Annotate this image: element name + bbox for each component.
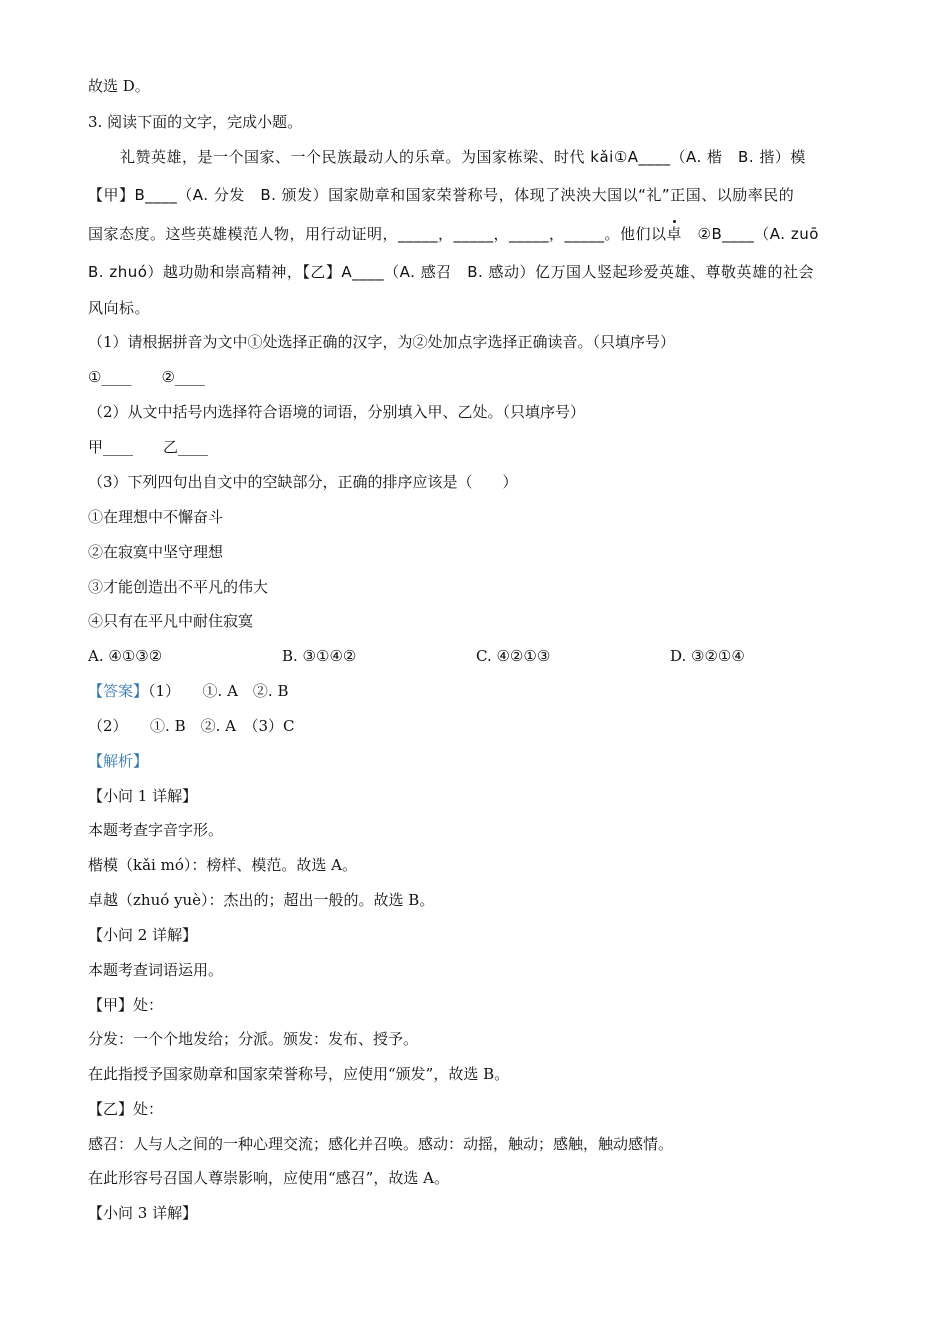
explanation-line: 分发：一个个地发给；分派。颁发：发布、授予。 (88, 1030, 419, 1048)
subquestion-2: （2）从文中括号内选择符合语境的词语，分别填入甲、乙处。（只填序号） (88, 403, 586, 421)
answer-tag: 【答案】 (88, 682, 149, 700)
analysis-tag: 【解析】 (88, 752, 149, 770)
dotted-character: 卓 (666, 225, 683, 243)
option-d: D. ③②①④ (670, 647, 745, 665)
passage-line-1: 礼赞英雄，是一个国家、一个民族最动人的乐章。为国家栋梁、时代 kǎi①A____（A. 楷 B. 揩）模 (120, 148, 806, 166)
prev-answer-line: 故选 D。 (88, 77, 150, 95)
passage-line-3-text: 国家态度。这些英雄模范人物，用行动证明，_____，_____，_____，_____。他们以 (88, 225, 667, 243)
detail-heading-2: 【小问 2 详解】 (88, 926, 198, 944)
passage-line-2: 【甲】B____（A. 分发 B. 颁发）国家勋章和国家荣誉称号，体现了泱泱大国以“礼”正国、以励率民的 (88, 186, 795, 204)
detail-heading-1: 【小问 1 详解】 (88, 787, 198, 805)
sentence-4: ④只有在平凡中耐住寂寞 (88, 612, 254, 630)
subquestion-3: （3）下列四句出自文中的空缺部分，正确的排序应该是（ ） (88, 473, 518, 491)
sentence-2: ②在寂寞中坚守理想 (88, 543, 224, 561)
passage-line-3-option: ②B____（A. zuō (697, 225, 819, 243)
question-3-heading: 3. 阅读下面的文字，完成小题。 (88, 113, 303, 131)
subquestion-1-blanks: ①____ ②____ (88, 368, 205, 386)
explanation-line: 【乙】处： (88, 1100, 164, 1118)
explanation-line: 感召：人与人之间的一种心理交流；感化并召唤。感动：动摇，触动；感触，触动感情。 (88, 1135, 674, 1153)
explanation-line: 本题考查词语运用。 (88, 961, 224, 979)
passage-line-4: B. zhuó）越功勋和崇高精神，【乙】A____（A. 感召 B. 感动）亿万国人竖起珍爱英雄、尊敬英雄的社会 (88, 263, 815, 281)
explanation-line: 卓越（zhuó yuè）：杰出的；超出一般的。故选 B。 (88, 891, 435, 909)
subquestion-2-blanks: 甲____ 乙____ (88, 438, 209, 456)
explanation-line: 本题考查字音字形。 (88, 821, 224, 839)
explanation-line: 楷模（kǎi mó）：榜样、模范。故选 A。 (88, 856, 357, 874)
option-b: B. ③①④② (282, 647, 357, 665)
subquestion-1: （1）请根据拼音为文中①处选择正确的汉字，为②处加点字选择正确读音。（只填序号） (88, 333, 676, 351)
sentence-1: ①在理想中不懈奋斗 (88, 508, 224, 526)
passage-line-5: 风向标。 (88, 299, 151, 317)
explanation-line: 在此形容号召国人尊崇影响，应使用“感召”，故选 A。 (88, 1169, 449, 1187)
detail-heading-3: 【小问 3 详解】 (88, 1204, 198, 1222)
passage-line-3 (88, 224, 819, 244)
explanation-line: 在此指授予国家勋章和国家荣誉称号，应使用“颁发”，故选 B。 (88, 1065, 510, 1083)
answer-line-2: （2） ①. B ②. A （3）C (88, 717, 295, 735)
answer-1-text: （1） ①. A ②. B (148, 682, 289, 700)
explanation-line: 【甲】处： (88, 996, 164, 1014)
option-c: C. ④②①③ (476, 647, 551, 665)
option-a: A. ④①③② (88, 647, 163, 665)
sentence-3: ③才能创造出不平凡的伟大 (88, 578, 269, 596)
answer-line-1 (88, 681, 289, 701)
